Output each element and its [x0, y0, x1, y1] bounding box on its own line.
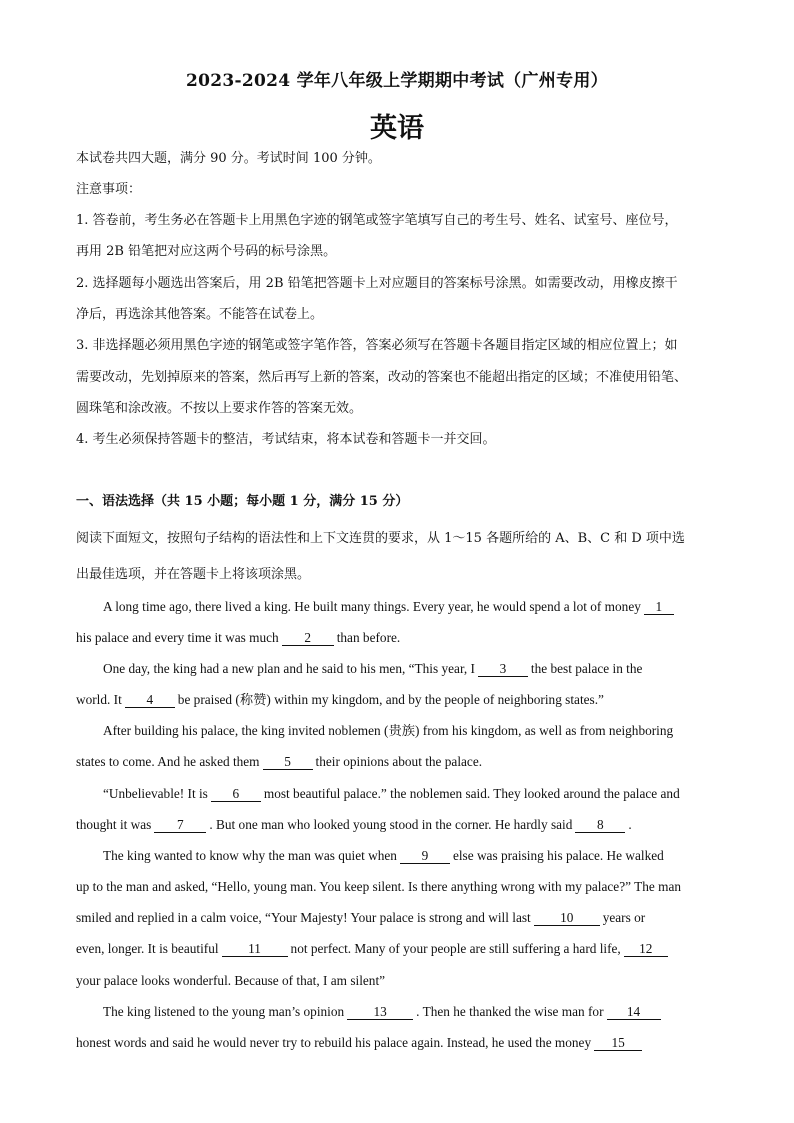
passage-text: . But one man who looked young stood in the corner. He hardly said	[209, 817, 573, 832]
passage-text: not perfect. Many of your people are still suffering a hard life,	[290, 941, 621, 956]
passage-text: A long time ago, there lived a king. He built many things. Every year, he would spend a lot of money	[103, 599, 641, 614]
blank-6[interactable]: 6	[211, 787, 261, 802]
passage-line-8	[76, 817, 632, 833]
blank-2[interactable]: 2	[282, 631, 334, 646]
passage-line-9	[103, 848, 664, 864]
note-2-line-2: 净后，再选涂其他答案。不能答在试卷上。	[76, 307, 324, 322]
note-1-line-2: 再用 2B 铅笔把对应这两个号码的标号涂黑。	[76, 244, 337, 259]
passage-text: honest words and said he would never try to rebuild his palace again. Instead, he used the money	[76, 1035, 592, 1050]
passage-text: thought it was	[76, 817, 152, 832]
passage-line-14	[103, 1004, 664, 1020]
passage-line-3	[103, 661, 642, 677]
blank-13[interactable]: 13	[347, 1005, 413, 1020]
passage-text: .	[628, 817, 632, 832]
passage-line-10	[76, 879, 681, 895]
passage-line-11	[76, 910, 645, 926]
passage-line-6	[76, 754, 482, 770]
note-3-line-3: 圆珠笔和涂改液。不按以上要求作答的答案无效。	[76, 401, 363, 416]
passage-line-13	[76, 973, 385, 989]
passage-line-7	[103, 786, 680, 802]
passage-text: else was praising his palace. He walked	[452, 848, 664, 863]
notes-label: 注意事项：	[76, 182, 142, 197]
passage-text: years or	[602, 910, 646, 925]
note-4: 4. 考生必须保持答题卡的整洁，考试结束，将本试卷和答题卡一并交回。	[76, 432, 496, 447]
passage-text: One day, the king had a new plan and he said to his men, “This year, I	[103, 661, 475, 676]
passage-line-12	[76, 941, 671, 957]
passage-text: their opinions about the palace.	[315, 754, 483, 769]
note-2-line-1: 2. 选择题每小题选出答案后，用 2B 铅笔把答题卡上对应题目的答案标号涂黑。如需要改动，用橡皮擦干	[76, 276, 678, 291]
blank-3[interactable]: 3	[478, 662, 528, 677]
passage-text: be praised (称赞) within my kingdom, and by the people of neighboring states.”	[177, 692, 604, 707]
note-1-line-1: 1. 答卷前，考生务必在答题卡上用黑色字迹的钢笔或签字笔填写自己的考生号、姓名、试室号、座位号，	[76, 213, 678, 228]
passage-line-4	[76, 692, 604, 708]
subject-title: 英语	[370, 113, 424, 144]
blank-11[interactable]: 11	[222, 942, 288, 957]
passage-line-1	[103, 599, 677, 615]
passage-text: most beautiful palace.” the noblemen said. They looked around the palace and	[263, 786, 680, 801]
section-1-heading: 一、语法选择（共 15 小题；每小题 1 分，满分 15 分）	[76, 494, 409, 509]
passage-text: . Then he thanked the wise man for	[416, 1004, 604, 1019]
passage-text: than before.	[336, 630, 401, 645]
passage-text: the best palace in the	[530, 661, 643, 676]
blank-14[interactable]: 14	[607, 1005, 661, 1020]
section-1-instruction-1: 阅读下面短文，按照句子结构的语法性和上下文连贯的要求，从 1～15 各题所给的 A、B、C 和 D 项中选	[76, 531, 685, 546]
blank-7[interactable]: 7	[154, 818, 206, 833]
passage-text: “Unbelievable! It is	[103, 786, 208, 801]
passage-text: smiled and replied in a calm voice, “Your Majesty! Your palace is strong and will last	[76, 910, 531, 925]
passage-text: After building his palace, the king invited noblemen (贵族) from his kingdom, as well as from neighboring	[103, 723, 674, 738]
note-3-line-1: 3. 非选择题必须用黑色字迹的钢笔或签字笔作答，答案必须写在答题卡各题目指定区域的相应位置上；如	[76, 338, 678, 353]
passage-line-2	[76, 630, 400, 646]
blank-4[interactable]: 4	[125, 693, 175, 708]
passage-text: The king wanted to know why the man was quiet when	[103, 848, 397, 863]
passage-line-5	[103, 723, 673, 739]
blank-1[interactable]: 1	[644, 600, 674, 615]
passage-text: The king listened to the young man’s opinion	[103, 1004, 345, 1019]
blank-10[interactable]: 10	[534, 911, 600, 926]
blank-5[interactable]: 5	[263, 755, 313, 770]
passage-text: up to the man and asked, “Hello, young man. You keep silent. Is there anything wrong with my palace?” The man	[76, 879, 681, 894]
blank-9[interactable]: 9	[400, 849, 450, 864]
exam-info: 本试卷共四大题，满分 90 分。考试时间 100 分钟。	[76, 151, 381, 166]
passage-text: world. It	[76, 692, 122, 707]
exam-title: 2023-2024 学年八年级上学期期中考试（广州专用）	[185, 71, 608, 91]
passage-line-15	[76, 1035, 645, 1051]
passage-text: even, longer. It is beautiful	[76, 941, 219, 956]
blank-8[interactable]: 8	[575, 818, 625, 833]
note-3-line-2: 需要改动，先划掉原来的答案，然后再写上新的答案，改动的答案也不能超出指定的区域；不准使用铅笔、	[76, 370, 688, 385]
passage-text: states to come. And he asked them	[76, 754, 260, 769]
passage-text: his palace and every time it was much	[76, 630, 279, 645]
blank-15[interactable]: 15	[594, 1036, 642, 1051]
passage-text: your palace looks wonderful. Because of that, I am silent”	[76, 973, 386, 988]
blank-12[interactable]: 12	[624, 942, 668, 957]
section-1-instruction-2: 出最佳选项，并在答题卡上将该项涂黑。	[76, 567, 311, 582]
